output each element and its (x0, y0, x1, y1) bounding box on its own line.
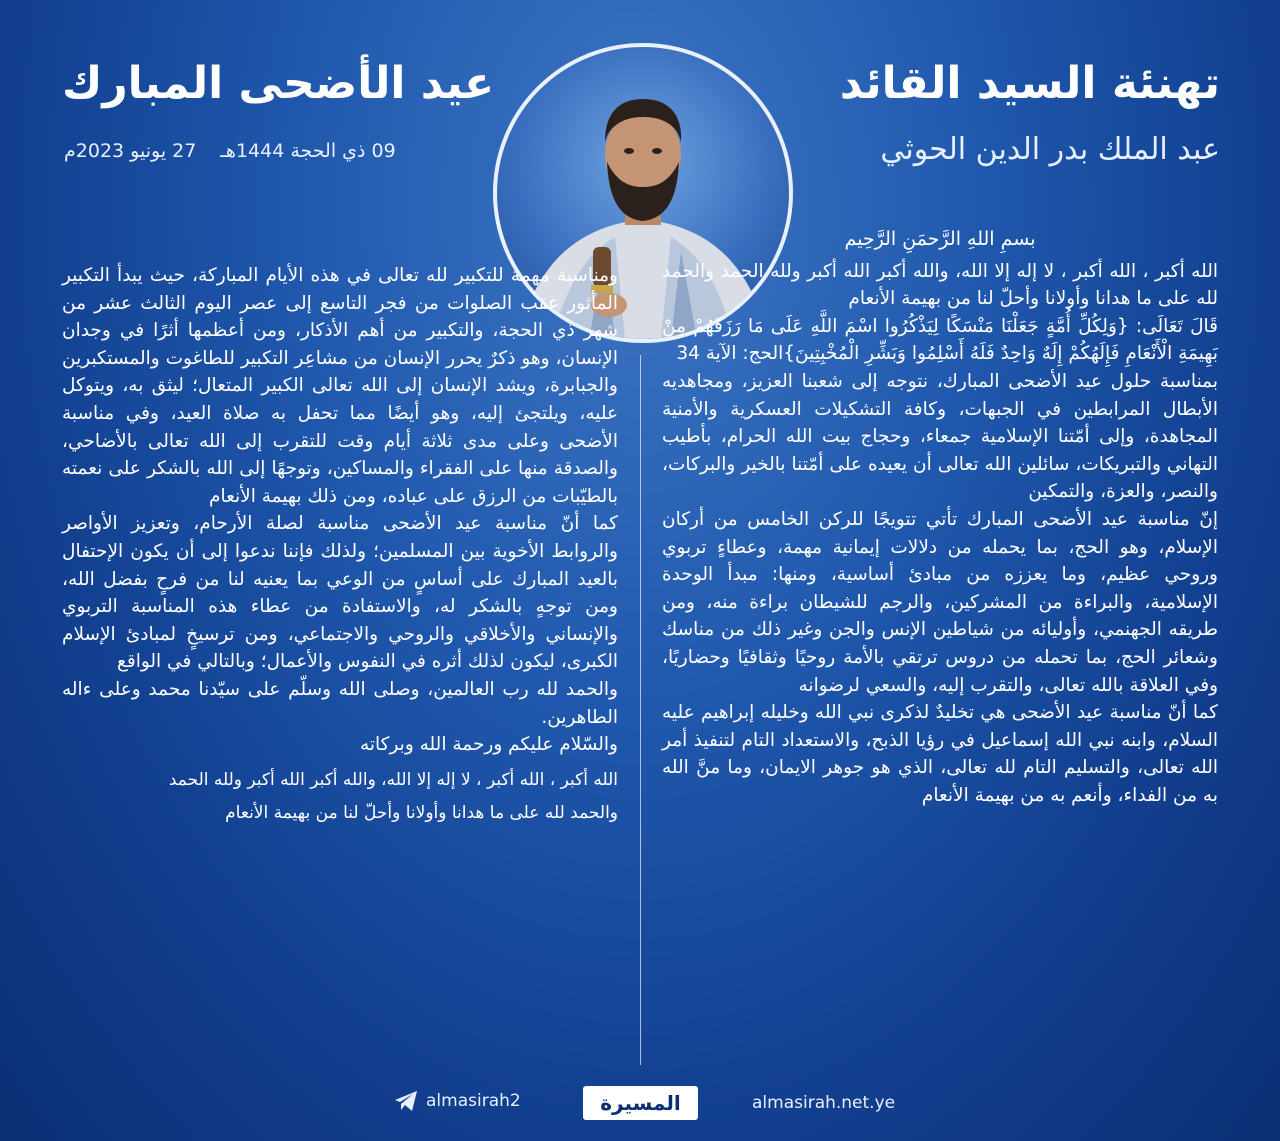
header-title-eid: عيد الأضحى المبارك (62, 58, 495, 109)
right-paragraph-2: قَالَ تَعَالَى: {وَلِكُلِّ أُمَّةٍ جَعَلْنَا مَنْسَكًا لِيَذْكُرُوا اسْمَ اللَّهِ عَلَى مَا رَزَقَهُمْ مِنْ بَهِيمَةِ الْأَنْعَامِ فَإِلَهُكُمْ إِلَهٌ وَاحِدٌ فَلَهُ أَسْلِمُوا وَبَشِّرِ الْمُخْبِتِينَ}الحج: الآية 34 (662, 315, 1218, 365)
footer-website[interactable]: almasirah.net.ye (752, 1093, 896, 1113)
footer-telegram[interactable] (394, 1090, 521, 1112)
closing-line-2: والحمد لله على ما هدانا وأولانا وأحلّ لنا من بهيمة الأنعام (225, 803, 618, 824)
left-paragraph-1: ومناسبة مهمة للتكبير لله تعالى في هذه الأيام المباركة، حيث يبدأ التكبير المأثور عقب الصلوات من فجر التاسع إلى عصر اليوم الثالث عشر من شهر ذي الحجة، والتكبير من أهم الأذكار، ومن أعظمها أثرًا في وجدان الإنسان، وهو ذكرٌ يحرر الإنسان من مشاعِر التكبير للطاغوت والمستكبرين والجبابرة، ويشد الإنسان إلى الله تعالى الكبير المتعال؛ ليثق به، ويتوكل عليه، ويلتجئ إليه، وهو أيضًا مما تحفل به صلاة العيد، وفي مناسبة الأضحى وعلى مدى ثلاثة أيام وقت للتقرب إلى الله تعالى بالأضاحي، والصدقة منها على الفقراء والمساكين، وتوجهًا إلى الله بالشكر على نعمته بالطيّبات من الرزق على عباده، ومن ذلك بهيمة الأنعام (62, 265, 618, 507)
telegram-handle: almasirah2 (426, 1091, 521, 1111)
right-column (662, 226, 1218, 809)
logo-text: المسيرة (600, 1091, 681, 1115)
right-paragraph-1: الله أكبر ، الله أكبر ، لا إله إلا الله، والله أكبر الله أكبر ولله الحمد والحمد لله على ما هدانا وأولانا وأحلّ لنا من بهيمة الأنعام (662, 260, 1218, 310)
gregorian-date: 27 يونيو 2023م (64, 140, 197, 162)
left-paragraph-2: كما أنّ مناسبة عيد الأضحى مناسبة لصلة الأرحام، وتعزيز الأواصر والروابط الأخوية بين المسلمين؛ ولذلك فإننا ندعوا إلى أن يكون الإحتفال بالعيد المبارك على أساسٍ من الوعي بما يعنيه لنا من فرحٍ بفضل الله، ومن توجهٍ بالشكر له، والاستفادة من عطاء هذه المناسبة التربوي والإنساني والأخلاقي والروحي والاجتماعي، ومن ترسيخٍ لمبادئ الإسلام الكبرى، ليكون لذلك أثره في النفوس والأعمال؛ وبالتالي في الواقع (62, 513, 618, 673)
closing-line-1: الله أكبر ، الله أكبر ، لا إله إلا الله، والله أكبر الله أكبر ولله الحمد (168, 769, 618, 790)
right-paragraph-3: بمناسبة حلول عيد الأضحى المبارك، نتوجه إلى شعبنا العزيز، ومجاهديه الأبطال المرابطين في الجبهات، وكافة التشكيلات العسكرية والأمنية المجاهدة، وإلى أمّتنا الإسلامية جمعاء، وحجاج بيت الله الحرام، بأطيب التهاني والتبريكات، سائلين الله تعالى أن يعيده على أمّتنا بالخير والبركات، والنصر، والعزة، والتمكين (662, 370, 1218, 503)
column-divider (640, 355, 641, 1065)
right-paragraph-5: كما أنّ مناسبة عيد الأضحى هي تخليدٌ لذكرى نبي الله وخليله إبراهيم عليه السلام، وابنه نبي الله إسماعيل في رؤيا الذبح، والاستعداد التام لتنفيذ أمر الله تعالى، والتسليم التام لله تعالى، الذي هو جوهر الايمان، وما منَّ الله به من الفداء، وأنعم به من بهيمة الأنعام (662, 702, 1218, 806)
hijri-date: 09 ذي الحجة 1444هـ (220, 140, 396, 162)
basmala: بسمِ اللهِ الرَّحمَنِ الرَّحِيم (844, 228, 1036, 250)
right-paragraph-4: إنّ مناسبة عيد الأضحى المبارك تأتي تتويجًا للركن الخامس من أركان الإسلام، وهو الحج، بما يحمله من دلالات إيمانية مهمة، وعطاءٍ تربوي وروحي عظيم، وما يعززه من مبادئ أساسية، ومنها: مبدأ الوحدة الإسلامية، والبراءة من المشركين، والرجم للشيطان براءة منه، ومن طريقه الجهنمي، وأوليائه من شياطين الإنس والجن وغير ذلك من مناسك وشعائر الحج، بما تحمله من دروس ترتقي بالأمة روحيًا وثقافيًا وحضاريًا، وفي العلاقة بالله تعالى، والتقرب إليه، والسعي لرضوانه (662, 508, 1218, 696)
header-title-greeting: تهنئة السيد القائد (839, 58, 1220, 109)
header-dates (64, 140, 396, 162)
almasirah-logo (583, 1086, 698, 1120)
left-column (62, 262, 618, 828)
left-paragraph-4: والسّلام عليكم ورحمة الله وبركاته (359, 734, 618, 756)
telegram-icon (394, 1090, 418, 1112)
left-paragraph-3: والحمد لله رب العالمين، وصلى الله وسلّم على سيّدنا محمد وعلى ءاله الطاهرين. (62, 678, 618, 728)
header-subtitle-name: عبد الملك بدر الدين الحوثي (880, 132, 1220, 167)
